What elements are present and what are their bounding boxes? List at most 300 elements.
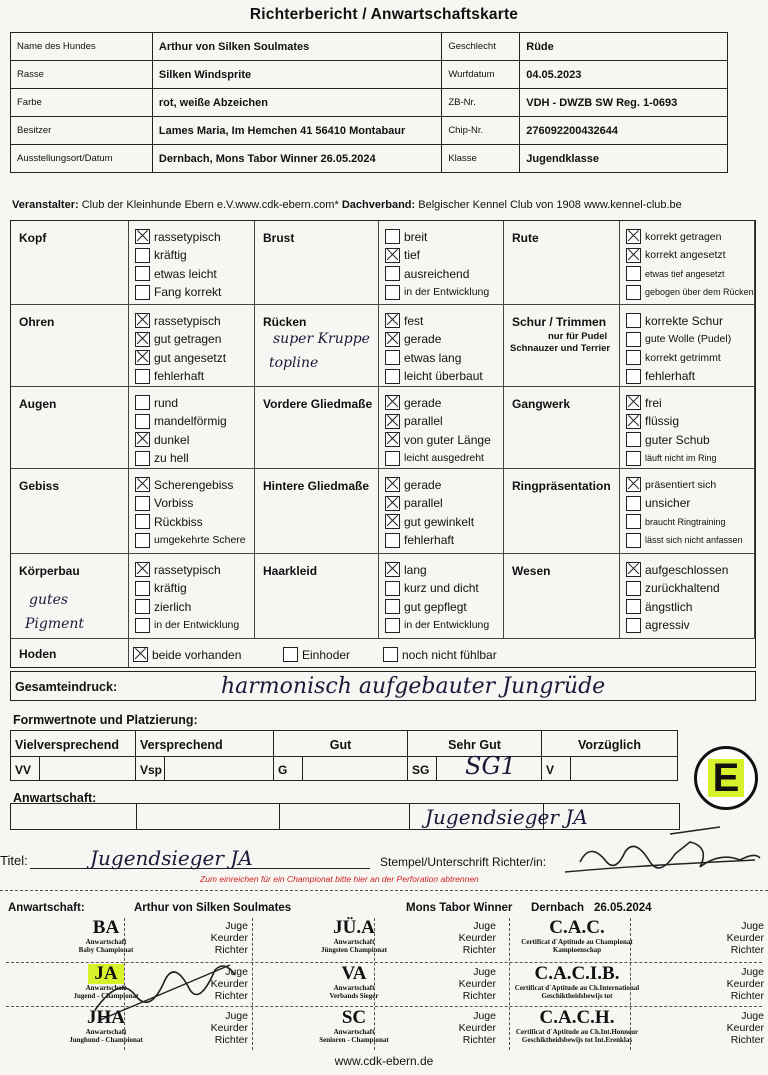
checkbox[interactable] (626, 451, 641, 466)
checkbox[interactable] (135, 332, 150, 347)
overall-impression-row (10, 671, 756, 701)
option-label: leicht ausgedreht (404, 452, 484, 464)
option-schur[interactable] (626, 313, 723, 328)
title-label: Titel: (0, 853, 28, 868)
checkbox[interactable] (626, 332, 641, 347)
option-hintere[interactable] (385, 533, 454, 548)
option-label: leicht überbaut (404, 369, 483, 383)
option-koerper[interactable] (135, 581, 187, 596)
option-label: rassetypisch (154, 313, 221, 328)
cert-line2: Geschiktheidsbewijs tot Int.Erenklas (521, 1036, 633, 1044)
dog-info-table (10, 32, 728, 173)
checkbox[interactable] (135, 350, 150, 365)
option-ohren[interactable] (135, 332, 221, 347)
option-ohren[interactable] (135, 350, 226, 365)
cert-line2: Jüngsten Championat (321, 946, 387, 954)
info-value: 276092200432644 (520, 117, 728, 145)
checkbox[interactable] (626, 248, 641, 263)
judge-word: Juge (225, 920, 248, 932)
option-label: Einhoder (302, 647, 351, 662)
cert-dog-name: Arthur von Silken Soulmates (134, 902, 292, 914)
checkbox[interactable] (135, 395, 150, 410)
grade-code-divider (436, 757, 437, 781)
option-label: etwas lang (404, 350, 462, 365)
checkbox[interactable] (626, 599, 641, 614)
checkbox[interactable] (385, 266, 400, 281)
info-row (11, 117, 728, 145)
checkbox[interactable] (385, 432, 400, 447)
checkbox[interactable] (385, 599, 400, 614)
checkbox[interactable] (135, 562, 150, 577)
option-rute[interactable] (626, 248, 726, 263)
checkbox[interactable] (626, 432, 641, 447)
cert-judge-label (720, 920, 764, 956)
option-label: in der Entwicklung (404, 286, 490, 298)
option-label: gut getragen (154, 332, 222, 346)
cert-item-ja (294, 918, 414, 954)
checkbox[interactable] (135, 369, 150, 384)
option-wesen[interactable] (626, 599, 692, 614)
info-label: Rasse (11, 61, 153, 89)
category-label-wesen: Wesen (512, 564, 551, 578)
judge-word: Richter (214, 990, 248, 1002)
organizer-text: Club der Kleinhunde Ebern e.V.www.cdk-ebern.com* (81, 199, 339, 211)
category-label-gangwerk: Gangwerk (512, 397, 571, 411)
option-label: rund (154, 395, 179, 410)
checkbox[interactable] (385, 414, 400, 429)
option-label: in der Entwicklung (404, 619, 490, 631)
info-value: Lames Maria, Im Hemchen 41 56410 Montabaur (152, 117, 441, 145)
checkbox[interactable] (135, 599, 150, 614)
checkbox[interactable] (135, 432, 150, 447)
option-augen[interactable] (135, 451, 189, 466)
checkbox[interactable] (626, 350, 641, 365)
grading-label: Formwertnote und Platzierung: (13, 713, 198, 727)
eligibility-handwriting: Jugendsieger JA (425, 805, 588, 829)
handwriting-koerper-2: Pigment (25, 616, 85, 632)
checkbox[interactable] (135, 248, 150, 263)
option-label: agressiv (645, 618, 690, 632)
option-label: parallel (404, 496, 443, 510)
grade-value-cell[interactable] (541, 756, 678, 781)
checkbox[interactable] (385, 313, 400, 328)
checkbox[interactable] (385, 581, 400, 596)
option-label: frei (645, 395, 662, 410)
option-hintere[interactable] (385, 496, 443, 511)
judge-word: Richter (214, 1034, 248, 1046)
option-label: aufgeschlossen (645, 562, 729, 577)
option-label: gerade (404, 332, 442, 346)
option-ring[interactable] (626, 496, 690, 511)
info-row (11, 61, 728, 89)
perforation-note: Zum einreichen für ein Championat bitte hier an der Perforation abtrennen (200, 874, 479, 884)
judge-word: Juge (473, 966, 496, 978)
cert-divider (630, 918, 631, 1050)
option-vordere[interactable] (385, 395, 441, 410)
checkbox[interactable] (135, 285, 150, 300)
judge-word: Juge (225, 966, 248, 978)
info-value: Rüde (520, 33, 728, 61)
option-ruecken[interactable] (385, 332, 441, 347)
checkbox[interactable] (385, 618, 400, 633)
option-haar[interactable] (385, 618, 489, 633)
grade-code-divider (570, 757, 571, 781)
info-label: Besitzer (11, 117, 153, 145)
option-label: präsentiert sich (645, 478, 717, 491)
option-label: Fang korrekt (154, 285, 222, 299)
grade-header-cell (135, 730, 274, 757)
checkbox[interactable] (135, 496, 150, 511)
option-label: flüssig (645, 414, 680, 428)
option-label: etwas tief angesetzt (645, 268, 725, 279)
option-vordere[interactable] (385, 451, 484, 466)
cert-abbr: C.A.C.I.B. (534, 963, 620, 984)
judge-signature (560, 822, 765, 886)
option-kopf[interactable] (135, 266, 217, 281)
cert-event: Mons Tabor Winner (406, 902, 513, 914)
option-label: kräftig (154, 581, 187, 595)
option-label: Scherengebiss (154, 477, 234, 492)
option-label: tief (404, 248, 421, 262)
e-badge-letter: E (708, 759, 745, 797)
option-vordere[interactable] (385, 414, 443, 429)
option-kopf[interactable] (135, 248, 187, 263)
option-koerper[interactable] (135, 562, 221, 577)
option-label: guter Schub (645, 432, 710, 447)
checkbox[interactable] (626, 477, 641, 492)
cert-place: Dernbach (531, 902, 585, 914)
option-augen[interactable] (135, 395, 178, 410)
cert-line1: Anwartschaft (85, 984, 127, 992)
cert-judge-label (204, 920, 248, 956)
option-gebiss[interactable] (135, 514, 203, 529)
checkbox[interactable] (133, 647, 148, 662)
option-ohren[interactable] (135, 369, 204, 384)
cert-line2: Jugend - Championat (73, 992, 139, 1000)
judge-word: Richter (462, 944, 496, 956)
option-hoden[interactable] (133, 647, 241, 662)
info-label: Name des Hundes (11, 33, 153, 61)
option-augen[interactable] (135, 414, 227, 429)
checkbox[interactable] (385, 369, 400, 384)
category-label-brust: Brust (263, 231, 295, 245)
cert-line1: Anwartschaft (333, 1028, 375, 1036)
checkbox[interactable] (626, 285, 641, 300)
option-label: lässt sich nicht anfassen (645, 535, 743, 545)
option-ruecken[interactable] (385, 350, 461, 365)
checkbox[interactable] (135, 514, 150, 529)
checkbox[interactable] (626, 313, 641, 328)
option-brust[interactable] (385, 248, 420, 263)
assessment-grid (10, 220, 756, 668)
grade-code-divider (164, 757, 165, 781)
option-wesen[interactable] (626, 581, 720, 596)
option-vordere[interactable] (385, 432, 491, 447)
checkbox[interactable] (385, 332, 400, 347)
category-label-schur: Schur / Trimmen (512, 315, 607, 329)
info-label: Farbe (11, 89, 153, 117)
grade-code: V (546, 763, 555, 777)
schur-note-1: nur für Pudel (548, 331, 608, 342)
option-hintere[interactable] (385, 514, 474, 529)
option-wesen[interactable] (626, 618, 690, 633)
option-label: gebogen über dem Rücken (645, 287, 754, 297)
cert-abbr: SC (341, 1007, 367, 1028)
checkbox[interactable] (135, 451, 150, 466)
option-label: fehlerhaft (154, 369, 205, 383)
info-label: Klasse (442, 145, 520, 173)
checkbox[interactable] (385, 350, 400, 365)
grade-value-cell[interactable] (135, 756, 274, 781)
option-haar[interactable] (385, 599, 467, 614)
option-rute[interactable] (626, 266, 725, 281)
option-label: parallel (404, 414, 443, 428)
cert-divider (374, 918, 375, 1050)
grade-header-cell (541, 730, 678, 757)
cert-line2: Kampioenschap (552, 946, 602, 954)
cert-abbr: JÜ.A (333, 917, 375, 938)
footer-url: www.cdk-ebern.de (334, 1054, 434, 1068)
option-label: fehlerhaft (645, 369, 696, 383)
grade-code-divider (302, 757, 303, 781)
option-label: dunkel (154, 432, 190, 447)
checkbox[interactable] (385, 451, 400, 466)
judge-word: Juge (741, 966, 764, 978)
cert-line1: Anwartschaft (85, 938, 127, 946)
info-value: Dernbach, Mons Tabor Winner 26.05.2024 (152, 145, 441, 173)
option-label: etwas leicht (154, 266, 217, 281)
option-label: kräftig (154, 248, 187, 262)
option-label: korrekte Schur (645, 313, 724, 328)
option-kopf[interactable] (135, 285, 221, 300)
checkbox[interactable] (385, 285, 400, 300)
option-label: fehlerhaft (404, 533, 455, 547)
checkbox[interactable] (283, 647, 298, 662)
checkbox[interactable] (626, 229, 641, 244)
category-label-koerper: Körperbau (19, 564, 80, 578)
category-label-kopf: Kopf (19, 231, 47, 245)
grade-header: Versprechend (140, 738, 223, 752)
option-brust[interactable] (385, 266, 469, 281)
option-label: breit (404, 229, 428, 244)
category-label-gebiss: Gebiss (19, 479, 60, 493)
option-ruecken[interactable] (385, 313, 423, 328)
judge-word: Keurder (210, 978, 248, 990)
option-label: unsicher (645, 496, 691, 510)
checkbox[interactable] (135, 477, 150, 492)
option-rute[interactable] (626, 285, 754, 300)
checkbox[interactable] (626, 533, 641, 548)
option-label: rassetypisch (154, 562, 221, 577)
checkbox[interactable] (626, 266, 641, 281)
checkbox[interactable] (626, 581, 641, 596)
option-koerper[interactable] (135, 599, 191, 614)
grade-code: G (278, 763, 288, 777)
grade-header: Gut (329, 738, 352, 752)
option-gebiss[interactable] (135, 477, 233, 492)
option-augen[interactable] (135, 432, 189, 447)
option-gangwerk[interactable] (626, 432, 710, 447)
cert-label: Anwartschaft: (8, 902, 85, 914)
info-row (11, 89, 728, 117)
option-label: rassetypisch (154, 229, 221, 244)
judge-word: Richter (462, 1034, 496, 1046)
judge-word: Keurder (726, 978, 764, 990)
grade-handwriting: SG1 (465, 752, 516, 780)
judge-word: Juge (741, 920, 764, 932)
checkbox[interactable] (385, 395, 400, 410)
info-value: Arthur von Silken Soulmates (152, 33, 441, 61)
option-rute[interactable] (626, 229, 721, 244)
judge-word: Richter (730, 990, 764, 1002)
cert-line1: Anwartschaft (85, 1028, 127, 1036)
option-label: läuft nicht im Ring (645, 453, 717, 463)
checkbox[interactable] (626, 496, 641, 511)
category-label-rute: Rute (512, 231, 539, 245)
judge-word: Juge (473, 920, 496, 932)
eligibility-label: Anwartschaft: (13, 791, 97, 805)
category-label-augen: Augen (19, 397, 57, 411)
cert-abbr: BA (92, 917, 120, 938)
judge-word: Richter (214, 944, 248, 956)
checkbox[interactable] (135, 414, 150, 429)
option-hintere[interactable] (385, 477, 441, 492)
option-ruecken[interactable] (385, 369, 483, 384)
checkbox[interactable] (385, 477, 400, 492)
info-label: Chip-Nr. (442, 117, 520, 145)
category-label-ruecken: Rücken (263, 315, 307, 329)
option-label: korrekt getrimmt (645, 351, 721, 364)
info-row (11, 145, 728, 173)
checkbox[interactable] (385, 229, 400, 244)
info-label: Wurfdatum (442, 61, 520, 89)
option-gangwerk[interactable] (626, 414, 679, 429)
option-schur[interactable] (626, 350, 721, 365)
option-label: zu hell (154, 451, 189, 465)
cert-judge-label (720, 1010, 764, 1046)
checkbox[interactable] (135, 581, 150, 596)
option-label: mandelförmig (154, 414, 227, 428)
cert-line1: Certificat d´Aptitude au Championat (521, 938, 633, 946)
option-hoden[interactable] (283, 647, 350, 662)
checkbox[interactable] (135, 533, 150, 548)
cert-item-sc (294, 1008, 414, 1044)
info-value: 04.05.2023 (520, 61, 728, 89)
option-ring[interactable] (626, 533, 743, 548)
option-schur[interactable] (626, 369, 695, 384)
checkbox[interactable] (626, 562, 641, 577)
judge-word: Keurder (458, 932, 496, 944)
cert-judge-label (720, 966, 764, 1002)
option-label: gerade (404, 477, 442, 492)
cert-item-cacib (512, 964, 642, 1000)
checkbox[interactable] (385, 533, 400, 548)
checkbox[interactable] (135, 229, 150, 244)
option-koerper[interactable] (135, 618, 239, 633)
option-brust[interactable] (385, 285, 489, 300)
option-gangwerk[interactable] (626, 451, 717, 466)
grade-header: Sehr Gut (448, 738, 501, 752)
checkbox[interactable] (626, 618, 641, 633)
checkbox[interactable] (385, 248, 400, 263)
perforation-line (0, 890, 768, 891)
option-gebiss[interactable] (135, 496, 193, 511)
option-label: zurückhaltend (645, 581, 720, 595)
cert-item-va (294, 964, 414, 1000)
option-ring[interactable] (626, 477, 716, 492)
cert-line1: Anwartschaft (333, 984, 375, 992)
checkbox[interactable] (135, 313, 150, 328)
cert-date: 26.05.2024 (594, 902, 652, 914)
option-label: fest (404, 313, 424, 328)
option-gebiss[interactable] (135, 533, 246, 548)
checkbox[interactable] (385, 562, 400, 577)
organizer-line (12, 199, 682, 211)
info-value: Silken Windsprite (152, 61, 441, 89)
checkbox[interactable] (626, 395, 641, 410)
cert-abbr: C.A.C. (549, 917, 605, 938)
option-label: von guter Länge (404, 432, 491, 447)
option-haar[interactable] (385, 562, 427, 577)
category-label-hoden: Hoden (19, 647, 57, 661)
info-value: rot, weiße Abzeichen (152, 89, 441, 117)
option-hoden[interactable] (383, 647, 497, 662)
cert-line2: Junghund - Championat (69, 1036, 143, 1044)
option-haar[interactable] (385, 581, 479, 596)
category-label-ring: Ringpräsentation (512, 479, 611, 493)
grade-value-cell[interactable] (273, 756, 408, 781)
grade-code: Vsp (140, 763, 163, 777)
grade-value-cell[interactable] (10, 756, 136, 781)
checkbox[interactable] (385, 514, 400, 529)
cert-line1: Certificat d´Aptitude au Ch.Int.Honneur (515, 1028, 639, 1036)
option-brust[interactable] (385, 229, 427, 244)
judge-word: Keurder (458, 978, 496, 990)
option-gangwerk[interactable] (626, 395, 662, 410)
checkbox[interactable] (385, 496, 400, 511)
judge-word: Juge (225, 1010, 248, 1022)
info-value: Jugendklasse (520, 145, 728, 173)
option-label: kurz und dicht (404, 581, 479, 595)
checkbox[interactable] (626, 514, 641, 529)
option-wesen[interactable] (626, 562, 728, 577)
cert-divider (252, 918, 253, 1050)
option-label: gute Wolle (Pudel) (645, 333, 732, 345)
cert-line2: Senioren - Championat (319, 1036, 389, 1044)
option-label: korrekt getragen (645, 230, 722, 243)
option-ohren[interactable] (135, 313, 221, 328)
checkbox[interactable] (626, 414, 641, 429)
cert-abbr: VA (341, 963, 367, 984)
option-schur[interactable] (626, 332, 731, 347)
info-label: ZB-Nr. (442, 89, 520, 117)
checkbox[interactable] (135, 266, 150, 281)
option-label: noch nicht fühlbar (402, 647, 497, 662)
checkbox[interactable] (626, 369, 641, 384)
checkbox[interactable] (383, 647, 398, 662)
category-label-vordere: Vordere Gliedmaße (263, 397, 373, 411)
option-label: gut gewinkelt (404, 514, 475, 529)
judge-word: Richter (730, 944, 764, 956)
checkbox[interactable] (135, 618, 150, 633)
handwriting-ruecken-1: super Kruppe (273, 331, 370, 347)
schur-note-2: Schnauzer und Terrier (510, 343, 611, 354)
option-label: ausreichend (404, 266, 470, 281)
option-label: gut gepflegt (404, 599, 467, 614)
cert-judge-label (452, 1010, 496, 1046)
option-ring[interactable] (626, 514, 726, 529)
option-kopf[interactable] (135, 229, 221, 244)
